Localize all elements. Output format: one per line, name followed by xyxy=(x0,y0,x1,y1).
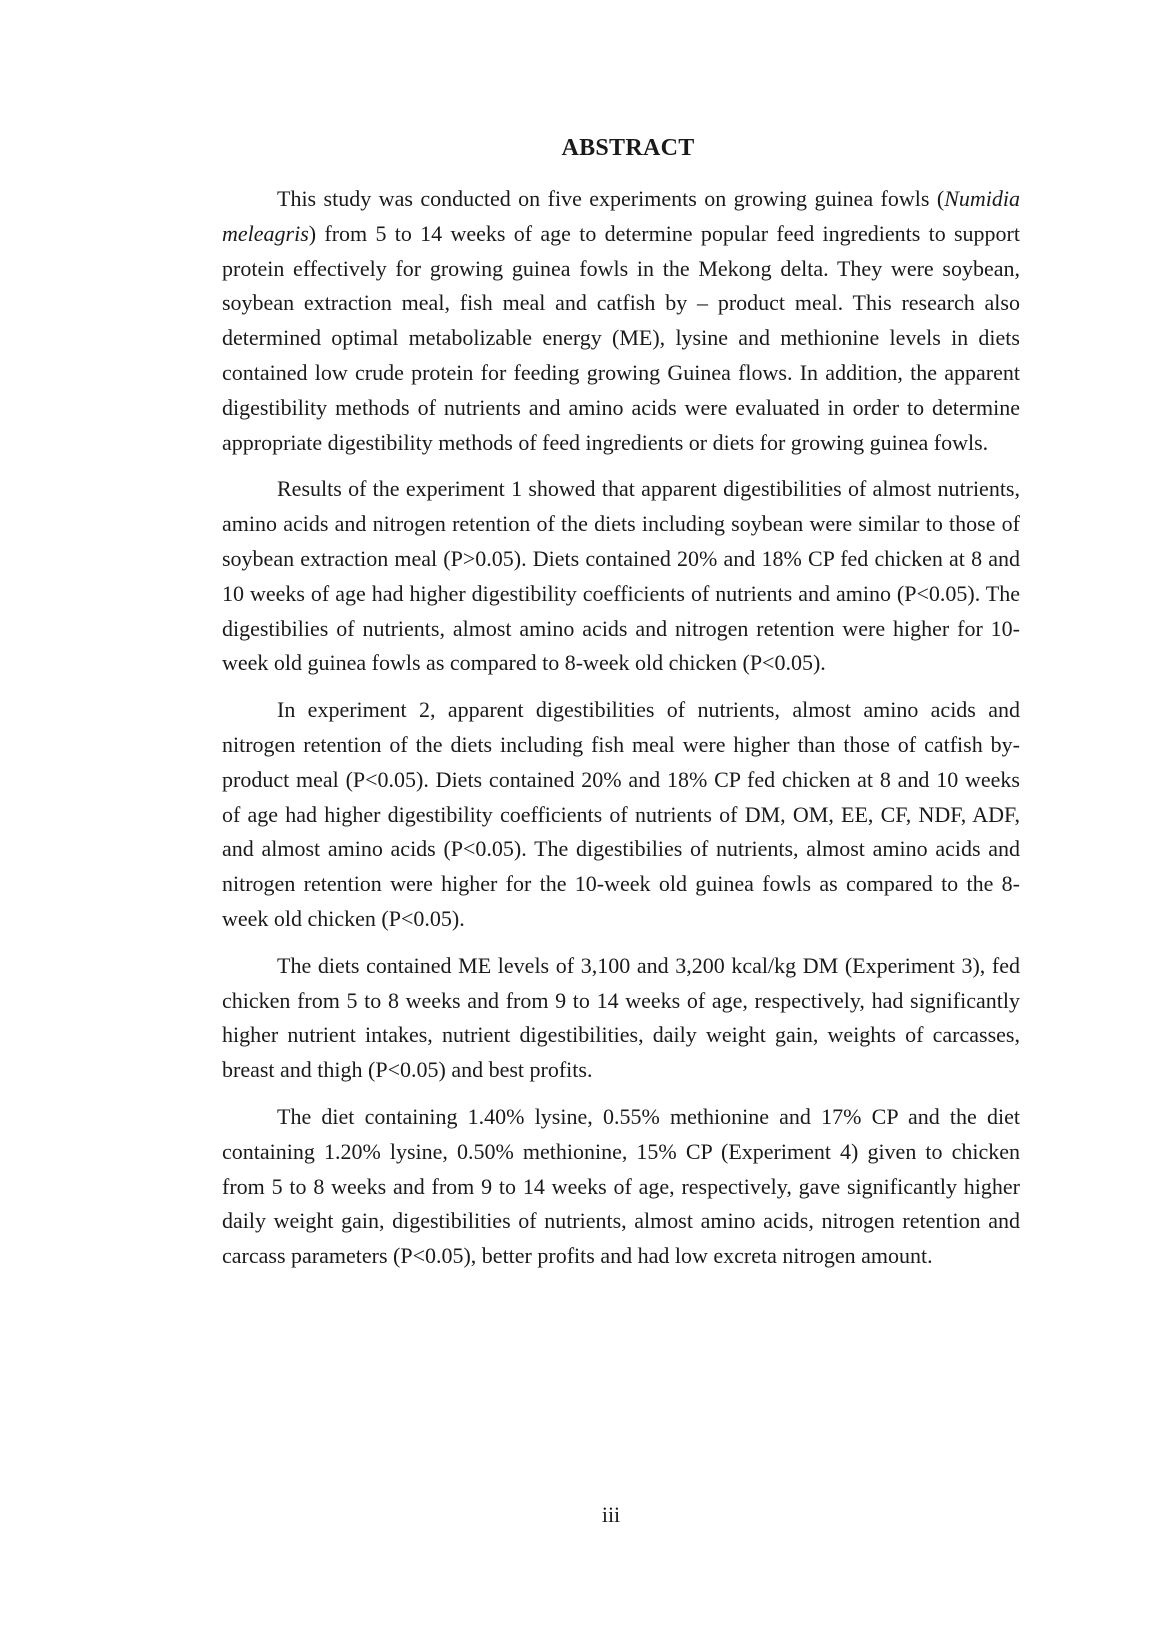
species-name-italic: Numidia meleagris xyxy=(222,186,1020,246)
abstract-paragraph-1 xyxy=(222,182,1020,460)
abstract-title: ABSTRACT xyxy=(561,135,695,161)
paragraph-1-text-start: This study was conducted on five experiments on growing guinea fowls ( xyxy=(277,186,945,211)
paragraph-1-text-end: ) from 5 to 14 weeks of age to determine popular feed ingredients to support protein effectively for growing guinea fowls in the Mekong delta. They were soybean, soybean extraction meal, fish meal and catfish by – product meal. This research also determined optimal metabolizable energy (ME), lysine and methionine levels in diets contained low crude protein for feeding growing Guinea flows. In addition, the apparent digestibility methods of nutrients and amino acids were evaluated in order to determine appropriate digestibility methods of feed ingredients or diets for growing guinea fowls. xyxy=(222,220,1020,455)
document-page xyxy=(222,128,1020,1286)
abstract-paragraph-4: The diets contained ME levels of 3,100 and 3,200 kcal/kg DM (Experiment 3), fed chicken from 5 to 8 weeks and from 9 to 14 weeks of age, respectively, had significantly higher nutrient intakes, nutrient digestibilities, daily weight gain, weights of carcasses, breast and thigh (P<0.05) and best profits. xyxy=(222,952,1020,1083)
page-number: iii xyxy=(601,1502,621,1527)
abstract-paragraph-3: In experiment 2, apparent digestibilities of nutrients, almost amino acids and nitrogen retention of the diets including fish meal were higher than those of catfish by-product meal (P<0.05). Diets contained 20% and 18% CP fed chicken at 8 and 10 weeks of age had higher digestibility coefficients of nutrients of DM, OM, EE, CF, NDF, ADF, and almost amino acids (P<0.05). The digestibilies of nutrients, almost amino acids and nitrogen retention were higher for the 10-week old guinea fowls as compared to the 8-week old chicken (P<0.05). xyxy=(222,697,1020,931)
abstract-paragraph-2: Results of the experiment 1 showed that apparent digestibilities of almost nutrients, amino acids and nitrogen retention of the diets including soybean were similar to those of soybean extraction meal (P>0.05). Diets contained 20% and 18% CP fed chicken at 8 and 10 weeks of age had higher digestibility coefficients of nutrients and amino (P<0.05). The digestibilies of nutrients, almost amino acids and nitrogen retention were higher for 10-week old guinea fowls as compared to 8-week old chicken (P<0.05). xyxy=(222,476,1020,676)
abstract-paragraph-5: The diet containing 1.40% lysine, 0.55% methionine and 17% CP and the diet containing 1.20% lysine, 0.50% methionine, 15% CP (Experiment 4) given to chicken from 5 to 8 weeks and from 9 to 14 weeks of age, respectively, gave significantly higher daily weight gain, digestibilities of nutrients, almost amino acids, nitrogen retention and carcass parameters (P<0.05), better profits and had low excreta nitrogen amount. xyxy=(222,1103,1020,1269)
